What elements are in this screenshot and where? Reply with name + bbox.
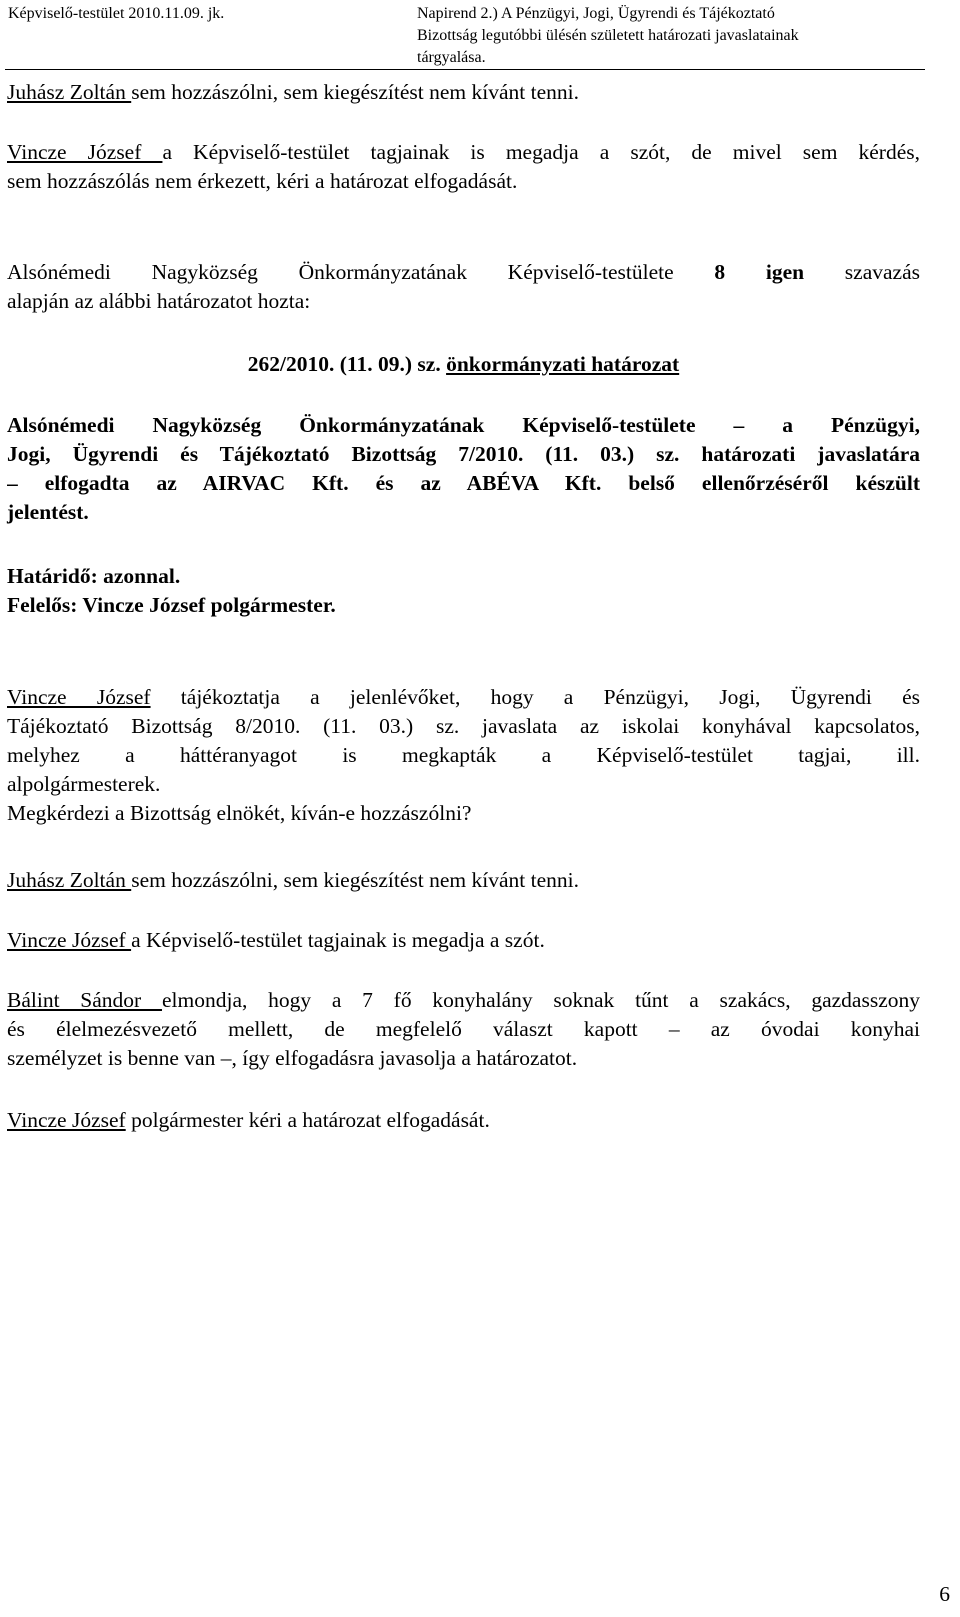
resolution-text: Alsónémedi Nagyközség Önkormányzatának Képviselő-testülete – a Pénzügyi,: [7, 413, 920, 437]
speaker-name: Bálint Sándor: [7, 988, 162, 1012]
header-right-line: Bizottság legutóbbi ülésén született határozati javaslatainak: [417, 27, 799, 44]
header-right-line: tárgyalása.: [417, 49, 486, 66]
speaker-name: Vincze József: [7, 928, 132, 952]
paragraph-juhasz-1: [7, 78, 920, 107]
resolution-body: [7, 411, 920, 527]
resolution-text: jelentést.: [7, 500, 89, 524]
deadline: Határidő: azonnal.: [7, 564, 181, 588]
paragraph-vincze-4: [7, 1106, 920, 1135]
paragraph-text: személyzet is benne van –, így elfogadásra javasolja a határozatot.: [7, 1046, 578, 1070]
page-number: 6: [939, 1582, 950, 1606]
header-right-line: Napirend 2.) A Pénzügyi, Jogi, Ügyrendi és Tájékoztató: [417, 5, 775, 22]
page-header: [5, 3, 925, 70]
paragraph-vincze-2: [7, 683, 920, 828]
paragraph-text: sem hozzászólni, sem kiegészítést nem kívánt tenni.: [131, 80, 579, 104]
header-right: [417, 3, 925, 69]
paragraph-text: Tájékoztató Bizottság 8/2010. (11. 03.) sz. javaslata az iskolai konyhával kapcsolatos,: [7, 714, 920, 738]
speaker-name: Juhász Zoltán: [7, 868, 132, 892]
paragraph-juhasz-2: [7, 866, 920, 895]
resolution-label: önkormányzati határozat: [446, 352, 680, 376]
resolution-title: [7, 350, 920, 379]
paragraph-text: alapján az alábbi határozatot hozta:: [7, 289, 311, 313]
paragraph-vincze-3: [7, 926, 920, 955]
paragraph-vote: [7, 258, 920, 316]
speaker-name: Vincze József: [7, 140, 163, 164]
paragraph-text: szavazás: [844, 260, 920, 284]
paragraph-vincze-1: [7, 138, 920, 196]
header-left: Képviselő-testület 2010.11.09. jk.: [8, 5, 225, 22]
resolution-number: 262/2010. (11. 09.) sz.: [247, 352, 441, 376]
vote-count: 8 igen: [714, 260, 805, 284]
paragraph-text: polgármester kéri a határozat elfogadását.: [125, 1108, 490, 1132]
paragraph-text: a Képviselő-testület tagjainak is megadja a szót.: [131, 928, 545, 952]
paragraph-text: sem hozzászólás nem érkezett, kéri a határozat elfogadását.: [7, 169, 518, 193]
paragraph-text: Alsónémedi Nagyközség Önkormányzatának Képviselő-testülete: [7, 260, 674, 284]
speaker-name: Vincze József: [7, 1108, 126, 1132]
resolution-meta: [7, 562, 920, 620]
resolution-text: – elfogadta az AIRVAC Kft. és az ABÉVA Kft. belső ellenőrzéséről készült: [7, 471, 920, 495]
paragraph-balint: [7, 986, 920, 1073]
resolution-text: Jogi, Ügyrendi és Tájékoztató Bizottság 7/2010. (11. 03.) sz. határozati javaslatára: [7, 442, 920, 466]
responsible: Felelős: Vincze József polgármester.: [7, 593, 336, 617]
paragraph-text: Megkérdezi a Bizottság elnökét, kíván-e hozzászólni?: [7, 801, 472, 825]
speaker-name: Vincze József: [7, 685, 151, 709]
speaker-name: Juhász Zoltán: [7, 80, 132, 104]
paragraph-text: melyhez a háttéranyagot is megkapták a Képviselő-testület tagjai, ill.: [7, 743, 920, 767]
paragraph-text: sem hozzászólni, sem kiegészítést nem kívánt tenni.: [131, 868, 579, 892]
paragraph-text: és élelmezésvezető mellett, de megfelelő választ kapott – az óvodai konyhai: [7, 1017, 920, 1041]
paragraph-text: a Képviselő-testület tagjainak is megadja a szót, de mivel sem kérdés,: [162, 140, 920, 164]
paragraph-text: alpolgármesterek.: [7, 772, 161, 796]
paragraph-text: elmondja, hogy a 7 fő konyhalány soknak tűnt a szakács, gazdasszony: [161, 988, 920, 1012]
paragraph-text: tájékoztatja a jelenlévőket, hogy a Pénzügyi, Jogi, Ügyrendi és: [180, 685, 920, 709]
